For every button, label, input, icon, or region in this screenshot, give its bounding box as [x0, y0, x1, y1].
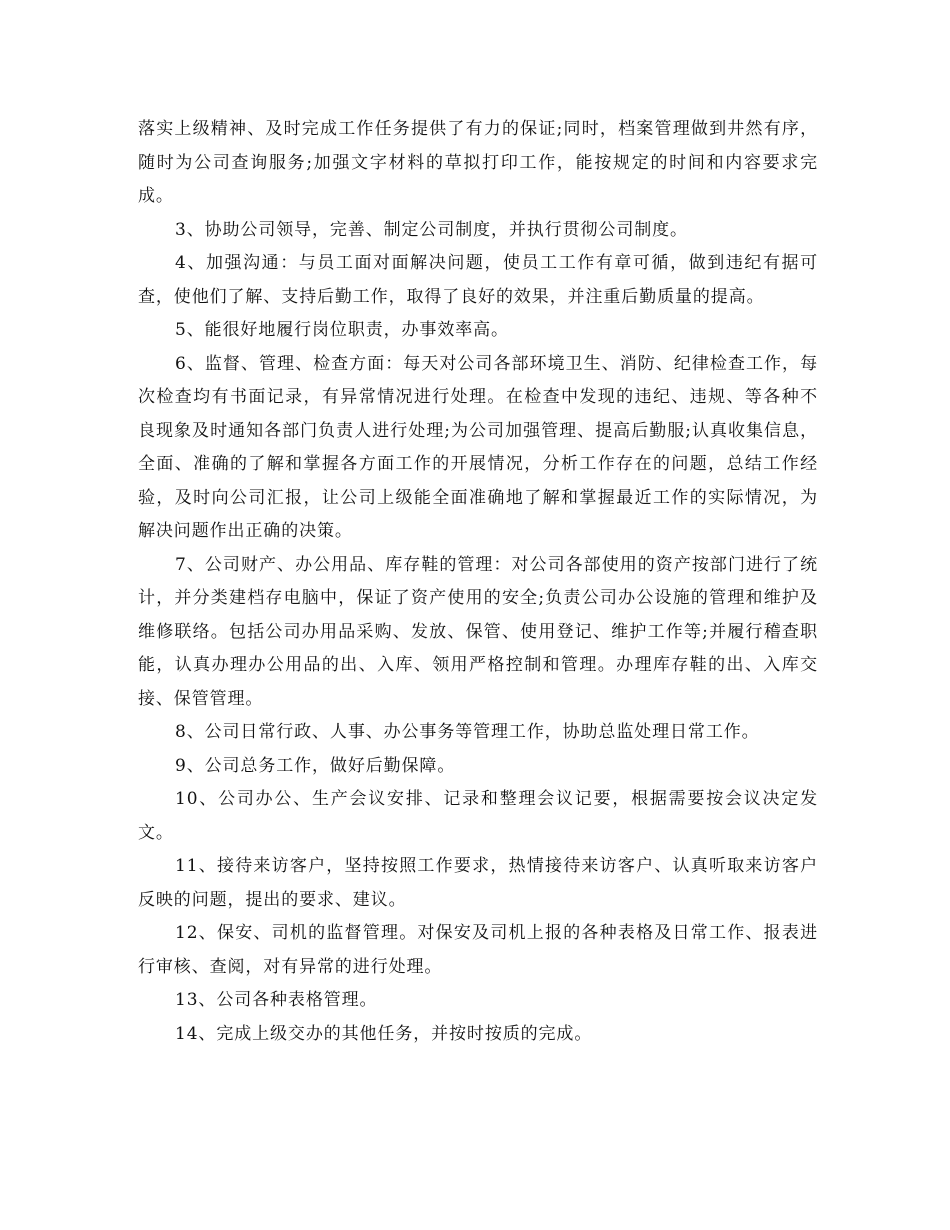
- paragraph-item-9: 9、公司总务工作，做好后勤保障。: [175, 755, 456, 776]
- paragraph-item-13: 13、公司各种表格管理。: [175, 990, 378, 1010]
- paragraph-item-4: 4、加强沟通：与员工面对面解决问题，使员工工作有章可循，做到违纪有据可查，使他们了解、支持后勤工作，取得了良好的效果，并注重后勤质量的提高。: [138, 253, 818, 307]
- paragraph-continuation: 落实上级精神、及时完成工作任务提供了有力的保证;同时，档案管理做到井然有序，随时为公司查询服务;加强文字材料的草拟打印工作，能按规定的时间和内容要求完成。: [138, 119, 818, 206]
- paragraph-item-3: 3、协助公司领导，完善、制定公司制度，并执行贯彻公司制度。: [175, 219, 688, 240]
- paragraph-item-8: 8、公司日常行政、人事、办公事务等管理工作，协助总监处理日常工作。: [175, 722, 760, 742]
- paragraph-item-6: 6、监督、管理、检查方面：每天对公司各部环境卫生、消防、纪律检查工作，每次检查均有书面记录，有异常情况进行处理。在检查中发现的违纪、违规、等各种不良现象及时通知各部门负责人进行处理;为公司加强管理、提高后勤服;认真收集信息，全面、准确的了解和掌握各方面工作的开展情况，分析工作存在的问题，总结工作经验，及时向公司汇报，让公司上级能全面准确地了解和掌握最近工作的实际情况，为解决问题作出正确的决策。: [138, 353, 818, 541]
- document-body: [138, 113, 818, 1051]
- paragraph-item-14: 14、完成上级交办的其他任务，并按时按质的完成。: [175, 1023, 593, 1044]
- paragraph-item-10: 10、公司办公、生产会议安排、记录和整理会议记要，根据需要按会议决定发文。: [138, 789, 818, 843]
- paragraph-item-5: 5、能很好地履行岗位职责，办事效率高。: [175, 320, 509, 340]
- paragraph-item-12: 12、保安、司机的监督管理。对保安及司机上报的各种表格及日常工作、报表进行审核、查阅，对有异常的进行处理。: [138, 923, 818, 977]
- paragraph-item-7: 7、公司财产、办公用品、库存鞋的管理：对公司各部使用的资产按部门进行了统计，并分类建档存电脑中，保证了资产使用的安全;负责公司办公设施的管理和维护及维修联络。包括公司办用品采购、发放、保管、使用登记、维护工作等;并履行稽查职能，认真办理办公用品的出、入库、领用严格控制和管理。办理库存鞋的出、入库交接、保管管理。: [138, 554, 818, 709]
- paragraph-item-11: 11、接待来访客户，坚持按照工作要求，热情接待来访客户、认真听取来访客户反映的问题，提出的要求、建议。: [138, 856, 818, 910]
